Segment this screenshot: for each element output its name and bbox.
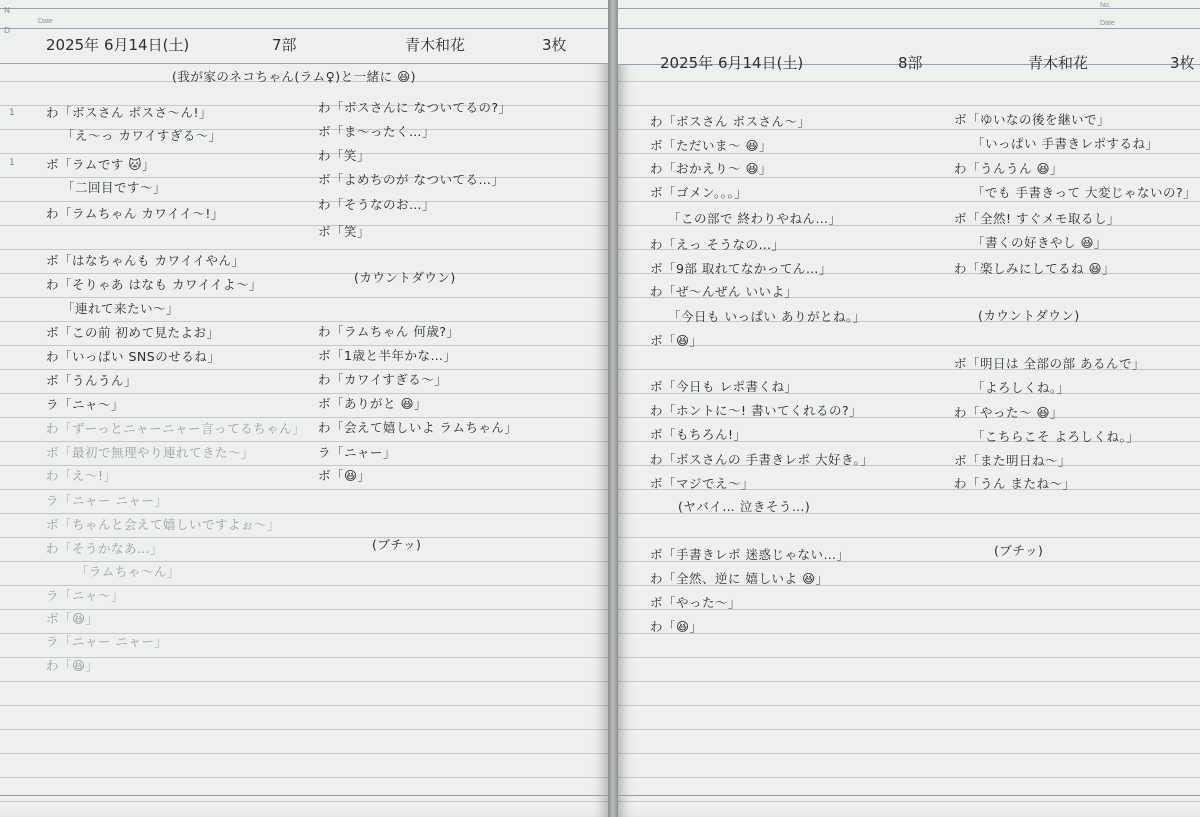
dialogue-line: ボ「全然! すぐメモ取るし」 — [954, 211, 1120, 226]
dialogue-line: ボ「笑」 — [318, 224, 371, 239]
dialogue-line: わ「え〜!」 — [46, 468, 117, 483]
dialogue-line: ボ「1歳と半年かな…」 — [318, 348, 457, 363]
dialogue-line: わ「😆」 — [650, 619, 703, 634]
dialogue-line: 「こちらこそ よろしくね。」 — [972, 429, 1140, 444]
dialogue-line: ボ「9部 取れてなかってん…」 — [650, 261, 832, 276]
dialogue-line: わ「😆」 — [46, 658, 99, 673]
dialogue-line: 「この部で 終わりやねん…」 — [668, 211, 842, 226]
dialogue-line: ボ「今日も レポ書くね」 — [650, 379, 798, 394]
no-label: No. — [1100, 2, 1111, 9]
dialogue-line: 「え〜っ カワイすぎる〜」 — [62, 128, 222, 143]
dialogue-line: 「よろしくね。」 — [972, 380, 1070, 395]
dialogue-line: ボ「😆」 — [650, 333, 703, 348]
dialogue-line: ボ「やった〜」 — [650, 595, 742, 610]
header-line — [618, 28, 1200, 29]
notebook-binding — [608, 0, 618, 817]
dialogue-line: 「いっぱい 手書きレポするね」 — [972, 136, 1159, 151]
dialogue-line: わ「うん またね〜」 — [954, 476, 1076, 491]
page-bottom-line — [0, 795, 608, 796]
dialogue-line: わ「ラムちゃん 何歳?」 — [318, 324, 460, 339]
dialogue-line: わ「おかえり〜 😆」 — [650, 161, 773, 176]
entry-subtitle: (我が家のネコちゃん(ラム♀)と一緒に 😆) — [172, 69, 417, 84]
tick-mark: 1 — [9, 108, 15, 118]
dialogue-line: わ「ボスさんに なついてるの?」 — [318, 100, 512, 115]
header-line — [0, 28, 608, 29]
entry-sheets: 3枚 — [1170, 54, 1195, 72]
dialogue-line: わ「全然、逆に 嬉しいよ 😆」 — [650, 571, 829, 586]
entry-part: 7部 — [272, 36, 297, 54]
dialogue-line: ラ「ニャー ニャー」 — [46, 634, 168, 649]
dialogue-line: (ヤバイ… 泣きそう…) — [678, 499, 811, 514]
dialogue-line: わ「楽しみにしてるね 😆」 — [954, 261, 1116, 276]
header-line — [0, 63, 608, 64]
dialogue-line: わ「ホントに〜! 書いてくれるの?」 — [650, 403, 863, 418]
dialogue-line: ボ「😆」 — [318, 468, 371, 483]
margin-letter-d: D — [4, 26, 11, 35]
dialogue-line: 「今日も いっぱい ありがとね。」 — [668, 309, 866, 324]
dialogue-line: 「書くの好きやし 😆」 — [972, 235, 1108, 250]
dialogue-line: ボ「ゆいなの後を継いで」 — [954, 112, 1111, 127]
dialogue-line: 「連れて来たい〜」 — [62, 301, 180, 316]
dialogue-line: (カウントダウン) — [354, 270, 456, 285]
dialogue-line: わ「そうなのお…」 — [318, 197, 436, 212]
dialogue-line: ボ「😆」 — [46, 611, 99, 626]
dialogue-line: わ「ラムちゃん カワイイ〜!」 — [46, 206, 224, 221]
dialogue-line: わ「会えて嬉しいよ ラムちゃん」 — [318, 420, 518, 435]
dialogue-line: ラ「ニャー ニャー」 — [46, 493, 168, 508]
dialogue-line: (ブチッ) — [994, 543, 1044, 558]
dialogue-line: 「でも 手書きって 大変じゃないの?」 — [972, 185, 1197, 200]
dialogue-line: ボ「また明日ね〜」 — [954, 453, 1072, 468]
page-bottom-line — [618, 795, 1200, 796]
dialogue-line: ボ「もちろん!」 — [650, 427, 747, 442]
dialogue-line: (ブチッ) — [372, 537, 422, 552]
dialogue-line: わ「えっ そうなの…」 — [650, 237, 785, 252]
dialogue-line: わ「いっぱい SNSのせるね」 — [46, 349, 221, 364]
dialogue-line: わ「そうかなあ…」 — [46, 541, 164, 556]
dialogue-line: わ「ぜ〜んぜん いいよ」 — [650, 284, 798, 299]
dialogue-line: ボ「ゴメン。。。」 — [650, 185, 748, 200]
entry-part: 8部 — [898, 54, 923, 72]
header-line — [618, 8, 1200, 9]
dialogue-line: (カウントダウン) — [978, 308, 1080, 323]
dialogue-line: ボ「ラムです 🐱」 — [46, 157, 155, 172]
dialogue-line: 「ラムちゃ〜ん」 — [76, 564, 180, 579]
dialogue-line: ボ「ありがと 😆」 — [318, 396, 428, 411]
entry-date: 2025年 6月14日(土) — [660, 54, 804, 72]
dialogue-line: わ「そりゃあ はなも カワイイよ〜」 — [46, 277, 262, 292]
dialogue-line: わ「ずーっとニャーニャー言ってるちゃん」 — [46, 421, 306, 436]
dialogue-line: ボ「ま〜ったく…」 — [318, 124, 436, 139]
dialogue-line: わ「カワイすぎる〜」 — [318, 372, 448, 387]
dialogue-line: 「二回目です〜」 — [62, 180, 167, 195]
dialogue-line: ボ「はなちゃんも カワイイやん」 — [46, 253, 245, 268]
dialogue-line: ボ「最初で無理やり連れてきた〜」 — [46, 445, 255, 460]
entry-sheets: 3枚 — [542, 36, 567, 54]
dialogue-line: ラ「ニャ〜」 — [46, 588, 125, 603]
dialogue-line: ボ「ただいま〜 😆」 — [650, 138, 773, 153]
dialogue-line: わ「ボスさん ボスさ〜ん!」 — [46, 105, 212, 120]
entry-name: 青木和花 — [1028, 54, 1089, 72]
dialogue-line: ラ「ニャー」 — [318, 445, 397, 460]
date-label: Date — [1100, 20, 1115, 27]
dialogue-line: ボ「手書きレポ 迷惑じゃない…」 — [650, 547, 850, 562]
margin-letter-n: N — [4, 6, 10, 15]
dialogue-line: ボ「ちゃんと会えて嬉しいですよぉ〜」 — [46, 517, 281, 532]
tick-mark: 1 — [9, 158, 15, 168]
entry-date: 2025年 6月14日(土) — [46, 36, 190, 54]
dialogue-line: わ「うんうん 😆」 — [954, 161, 1064, 176]
dialogue-line: わ「ボスさんの 手書きレポ 大好き。」 — [650, 452, 874, 467]
dialogue-line: ラ「ニャ〜」 — [46, 397, 125, 412]
dialogue-line: わ「笑」 — [318, 148, 371, 163]
dialogue-line: ボ「よめちのが なついてる…」 — [318, 172, 505, 187]
date-label: Date — [38, 18, 53, 25]
dialogue-line: ボ「明日は 全部の部 あるんで」 — [954, 356, 1145, 371]
dialogue-line: ボ「うんうん」 — [46, 373, 138, 388]
header-line — [0, 8, 608, 9]
notebook-right-page — [618, 0, 1200, 817]
dialogue-line: わ「やった〜 😆」 — [954, 405, 1064, 420]
dialogue-line: ボ「マジでえ〜」 — [650, 476, 755, 491]
entry-name: 青木和花 — [405, 36, 466, 54]
dialogue-line: ボ「この前 初めて見たよお」 — [46, 325, 220, 340]
dialogue-line: わ「ボスさん ボスさん〜」 — [650, 114, 811, 129]
